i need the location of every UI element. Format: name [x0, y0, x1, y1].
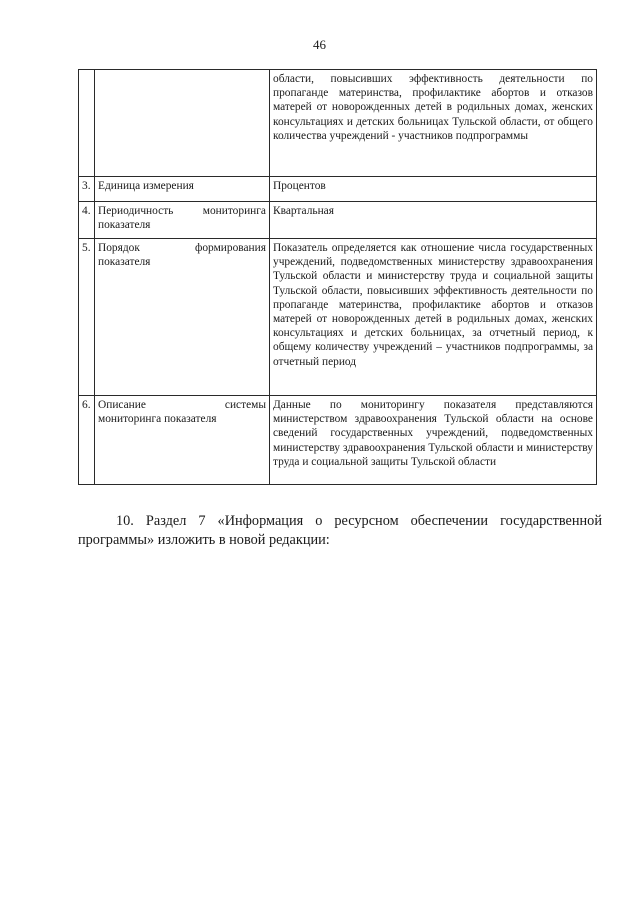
table-row-periodicity	[79, 202, 597, 239]
table-cell-number: 4.	[79, 202, 95, 239]
name-part: формирования	[194, 242, 266, 254]
paragraph-line: программы» изложить в новой редакции:	[78, 531, 330, 548]
table-cell-name: Периодичность мониторинга показателя	[95, 202, 270, 239]
table-cell-name	[95, 70, 270, 177]
table-cell-number	[79, 70, 95, 177]
table-row-continuation	[79, 70, 597, 177]
table-cell-value: области, повысивших эффективность деятельности по пропаганде материнства, профилактике абортов и отказов матерей от новорожденных детей в родильных домах, женских консультациях и детских больницах Тульской области, от общего количества учреждений - участников подпрограммы	[270, 70, 597, 177]
table-cell-value: Данные по мониторингу показателя представляются министерством здравоохранения Тульской области на основе сведений государственных учреждений, подведомственных министерству здравоохранения Тульской области и министерству труда и социальной защиты Тульской области	[270, 396, 597, 485]
table-cell-number: 3.	[79, 177, 95, 202]
section-paragraph	[78, 512, 602, 549]
paragraph-line: 10. Раздел 7 «Информация о ресурсном обеспечении государственной	[116, 513, 602, 529]
name-part: Описание	[98, 399, 146, 411]
table-cell-value: Процентов	[270, 177, 597, 202]
table-cell-number: 6.	[79, 396, 95, 485]
name-part: показателя	[98, 256, 151, 269]
page-number: 46	[313, 37, 326, 52]
name-part: мониторинга показателя	[98, 413, 217, 426]
table-row-monitoring	[79, 396, 597, 485]
table-cell-name: Единица измерения	[95, 177, 270, 202]
table-cell-value: Квартальная	[270, 202, 597, 239]
table-cell-name	[95, 239, 270, 396]
table-cell-number: 5.	[79, 239, 95, 396]
table-row-formation	[79, 239, 597, 396]
table-row-unit	[79, 177, 597, 202]
indicator-passport-table	[78, 69, 597, 485]
table-cell-name	[95, 396, 270, 485]
name-part: системы	[224, 399, 266, 411]
table-cell-value: Показатель определяется как отношение числа государственных учреждений, подведомственных министерству здравоохранения Тульской области и министерству труда и социальной защиты Тульской области, повысивших эффективность деятельности по пропаганде материнства, профилактике абортов и отказов матерей от новорожденных детей в родильных домах, женских консультациях и детских больницах, за отчетный период, к общему количеству учреждений – участников подпрограммы, за отчетный период	[270, 239, 597, 396]
name-part: Порядок	[98, 242, 140, 254]
